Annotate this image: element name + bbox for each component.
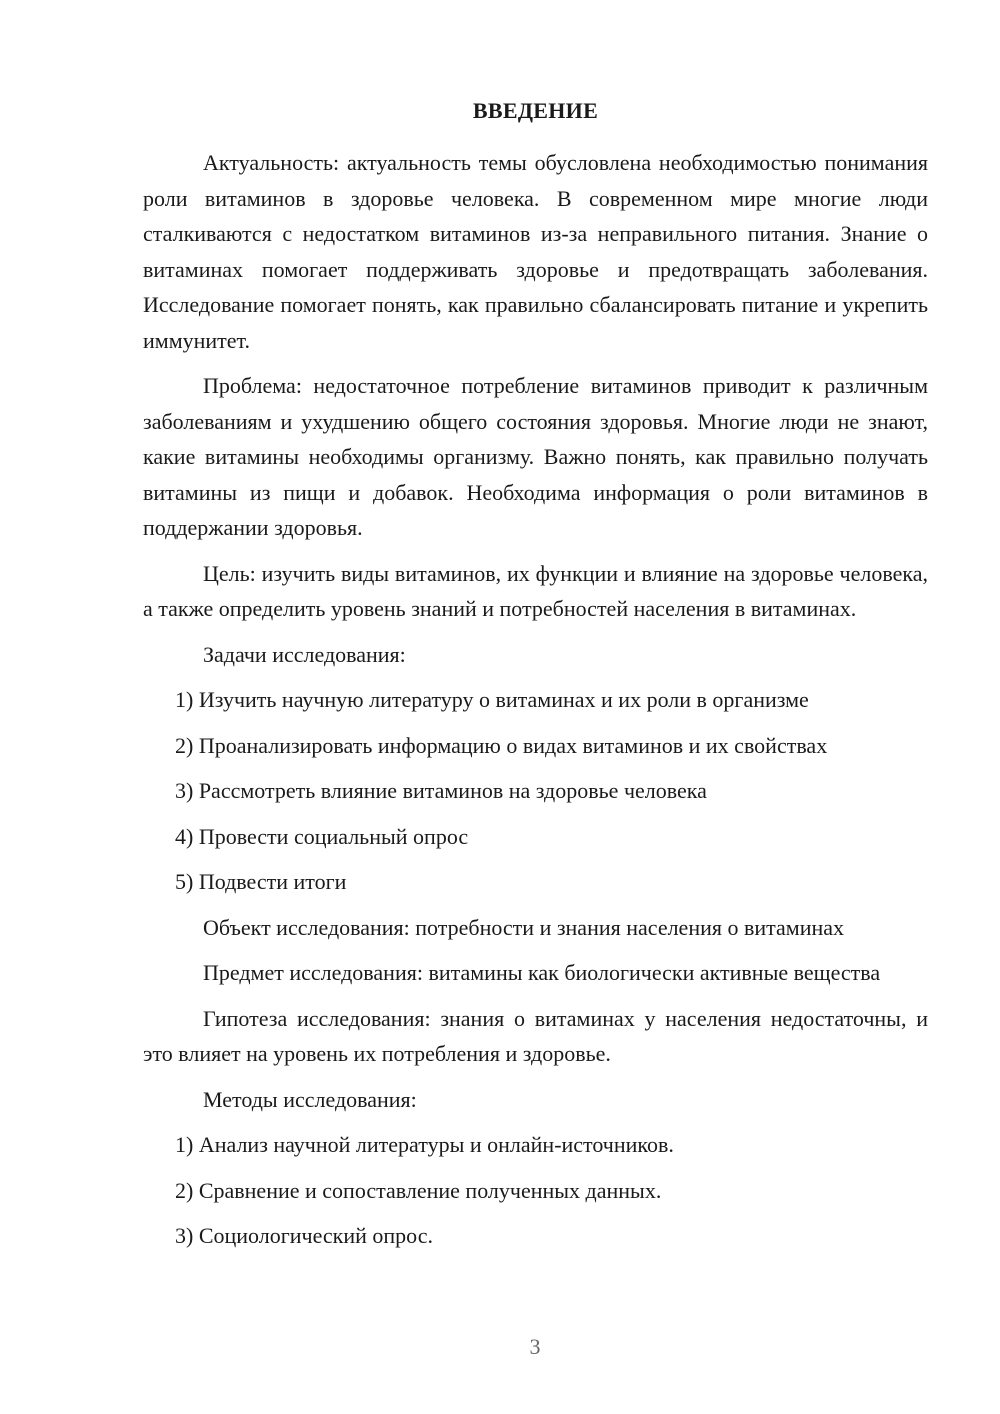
tasks-list [143,682,928,900]
list-item: 1) Анализ научной литературы и онлайн-источников. [175,1132,674,1157]
list-item: 3) Социологический опрос. [175,1223,433,1248]
list-item: 2) Сравнение и сопоставление полученных данных. [175,1177,662,1203]
methods-list [143,1127,928,1254]
tasks-heading: Задачи исследования: [203,641,406,667]
section-title: ВВЕДЕНИЕ [472,98,599,123]
goal-paragraph: Цель: изучить виды витаминов, их функции и влияние на здоровье человека, а также определить уровень знаний и потребностей населения в витаминах. [143,560,928,621]
methods-heading: Методы исследования: [203,1086,417,1112]
subject-paragraph: Предмет исследования: витамины как биологически активные вещества [203,960,881,985]
page-content [143,95,928,1264]
list-item: 3) Рассмотреть влияние витаминов на здоровье человека [175,778,707,803]
list-item: 4) Провести социальный опрос [175,823,469,849]
hypothesis-paragraph: Гипотеза исследования: знания о витаминах у населения недостаточны, и это влияет на уровень их потребления и здоровье. [143,1005,928,1066]
problem-paragraph: Проблема: недостаточное потребление витаминов приводит к различным заболеваниям и ухудшению общего состояния здоровья. Многие люди не знают, какие витамины необходимы организму. Важно понять, как правильно получать витамины из пищи и добавок. Необходима информация о роли витаминов в поддержании здоровья. [143,373,928,540]
relevance-paragraph: Актуальность: актуальность темы обусловлена необходимостью понимания роли витаминов в здоровье человека. В современном мире многие люди сталкиваются с недостатком витаминов из-за неправильного питания. Знание о витаминах помогает поддерживать здоровье и предотвращать заболевания. Исследование помогает понять, как правильно сбалансировать питание и укрепить иммунитет. [143,150,928,353]
object-paragraph: Объект исследования: потребности и знания населения о витаминах [203,914,845,940]
list-item: 2) Проанализировать информацию о видах витаминов и их свойствах [175,732,828,758]
list-item: 1) Изучить научную литературу о витаминах и их роли в организме [175,687,809,712]
page-number: 3 [529,1334,541,1359]
list-item: 5) Подвести итоги [175,869,347,894]
